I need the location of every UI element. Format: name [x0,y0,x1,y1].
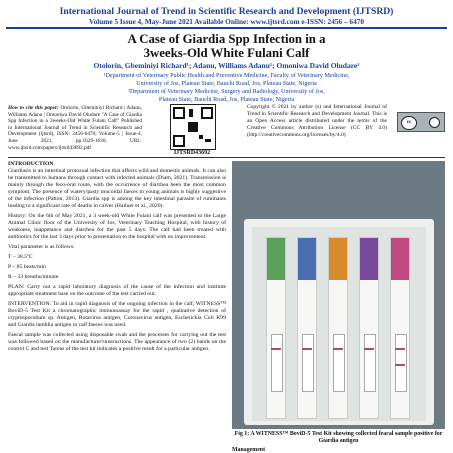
test-strip [328,237,348,419]
test-kit-photo [232,161,445,429]
title-line-1: A Case of Giardia Spp Infection in a [127,32,326,46]
citation-block [8,105,142,151]
faecal-paragraph: Faecal sample was collected using disposable swab and the processes for carrying out the test was followed based on the manufacturer'sinstructions. The appearance of two (2) bands on the control C and test Tareas of the test kit indicates a positive result for a particular antigen. [8,332,226,352]
plan-paragraph: PLAN: Carry out a rapid laboratory diagnosis of the cause of the infection and institute appropriate treatment base on the outcome of the test carried out. [8,284,226,297]
affiliations [0,72,453,104]
control-band [302,348,312,350]
strip-cap [329,238,347,280]
test-strip [390,237,410,419]
strip-cap [391,238,409,280]
test-strip [266,237,286,419]
vital-pulse: P – 85 beats/min [8,264,46,270]
vital-temperature: T – 38.5ºC [8,254,33,260]
strip-window [364,334,376,392]
citation-text: Otolorin, Gbeminiyi Richard | Adanu, Williams Adanu | Omoniwa David Oludare "A Case of Giardia Spp Infection in a 3weeks-Old White Fulani Calf" Published in International Journal of Trend in Scientific Research and Development (ijtsrd), ISSN: 2456-6470, Volume-5 | Issue-4, June 2021, pp.1629-1630, URL: www.ijtsrd.com/papers/ijtsrd43692.pdf [8,105,143,151]
test-strip [359,237,379,419]
history-paragraph: History: On the 6th of May 2021, a 3 week-old White Fulani calf was presented to the Large Animal Clinic floor of the University of Jos, Veterinary Teaching Hospital, with history of weakness, inappetance and diarrhea for the past 5 days. The calf had been treated with antibiotics for the last 3 days prior to presentation to the hospital with no improvement. [8,213,226,240]
strip-window [395,334,407,392]
control-band [333,348,343,350]
strip-window [333,334,345,392]
citation-label: How to cite this paper: [8,105,59,111]
strip-cap [298,238,316,280]
journal-header [0,6,453,26]
copyright-notice: Copyright © 2021 by author (s) and International Journal of Trend in Scientific Research and Development Journal. This is an Open Access article distributed under the terms of the Creative Commons Attribution License (CC BY 4.0) (http://creativecommons.org/licenses/by/4.0) [247,104,387,138]
intro-heading: INTRODUCTION [8,161,54,167]
affiliation-1b: University of Jos, Plateau State, Bauchi Road, Jos, Plateau State, Nigeria [136,80,317,87]
journal-volume-line: Volume 5 Issue 4, May-June 2021 Available Online: www.ijtsrd.com e-ISSN: 2456 – 6470 [88,17,365,26]
authors: Otolorin, Gbeminiyi Richard¹; Adanu, Williams Adanu¹; Omoniwa David Oludare² [93,61,360,70]
strip-cap [360,238,378,280]
test-band [395,364,405,366]
intro-paragraph: Giardiasis is an intestinal protozoal infection that affects wild and domestic animals. It can also be transmitted to humans through contact with infected animals (Diam, 2021). Transmission is mainly through the feco-oral route, with the occurrence of diarrhea been the most common symptom. The presence of watery/pasty mucoidal faeces in young animals is highly suggestive of the infection (Patton, 2013). Giardia spp is among the key intestinal parasite of ruminants leading to a significant rate of deaths in calves (Hailuer et al., 2020). [8,168,226,209]
cc-license-icon [397,112,445,132]
vitals-heading: Vital parameter is as follows: [8,244,75,250]
affiliation-2a: ²Department of Veterinary Medicine, Surgery and Radiology, University of Jos, [128,88,325,95]
header-rule [6,27,447,29]
management-heading: Management [232,447,266,453]
strip-window [271,334,283,392]
strip-cap [267,238,285,280]
control-band [395,348,405,350]
cc-badge-text: cc [401,116,417,130]
test-kit-inner [252,227,426,421]
body-column [8,161,226,356]
strip-window [302,334,314,392]
qr-code-icon [170,104,216,150]
figure-caption: Fig 1: A WITNESS™ BoviD-5 Test Kit showing collected feacal sample positive for Giardia antigen [234,431,443,444]
qr-id: IJTSRD43692 [173,150,211,156]
affiliation-2b: Plateau State, Bauchi Road, Jos, Plateau State, Nigeria [158,96,295,103]
journal-title: International Journal of Trend in Scientific Research and Development (IJTSRD) [59,6,394,17]
test-strip [297,237,317,419]
section-divider [8,157,445,158]
vital-respiration: R – 33 breaths/minute [8,274,59,280]
affiliation-1a: ¹Department of Veterinary Public Health and Preventive Medicine, Faculty of Veterinary Medicine, [103,72,350,79]
control-band [364,348,374,350]
article-title [0,32,453,60]
intervention-paragraph: INTERVENTION: To aid in rapid diagnosis of the ongoing infection in the calf, WITNESS™ BoviD-5 Test Kit a chromatographic immunoassay for the rapid , qualitative detection of cryptosporidium sp. Antigen, Rotavirus antigen, Coronavirus antigen, Escherichia Coli K99 and Giardia lamblia antigen in calf faeces was used. [8,301,226,328]
control-band [271,348,281,350]
title-line-2: 3weeks-Old White Fulani Calf [143,46,310,60]
